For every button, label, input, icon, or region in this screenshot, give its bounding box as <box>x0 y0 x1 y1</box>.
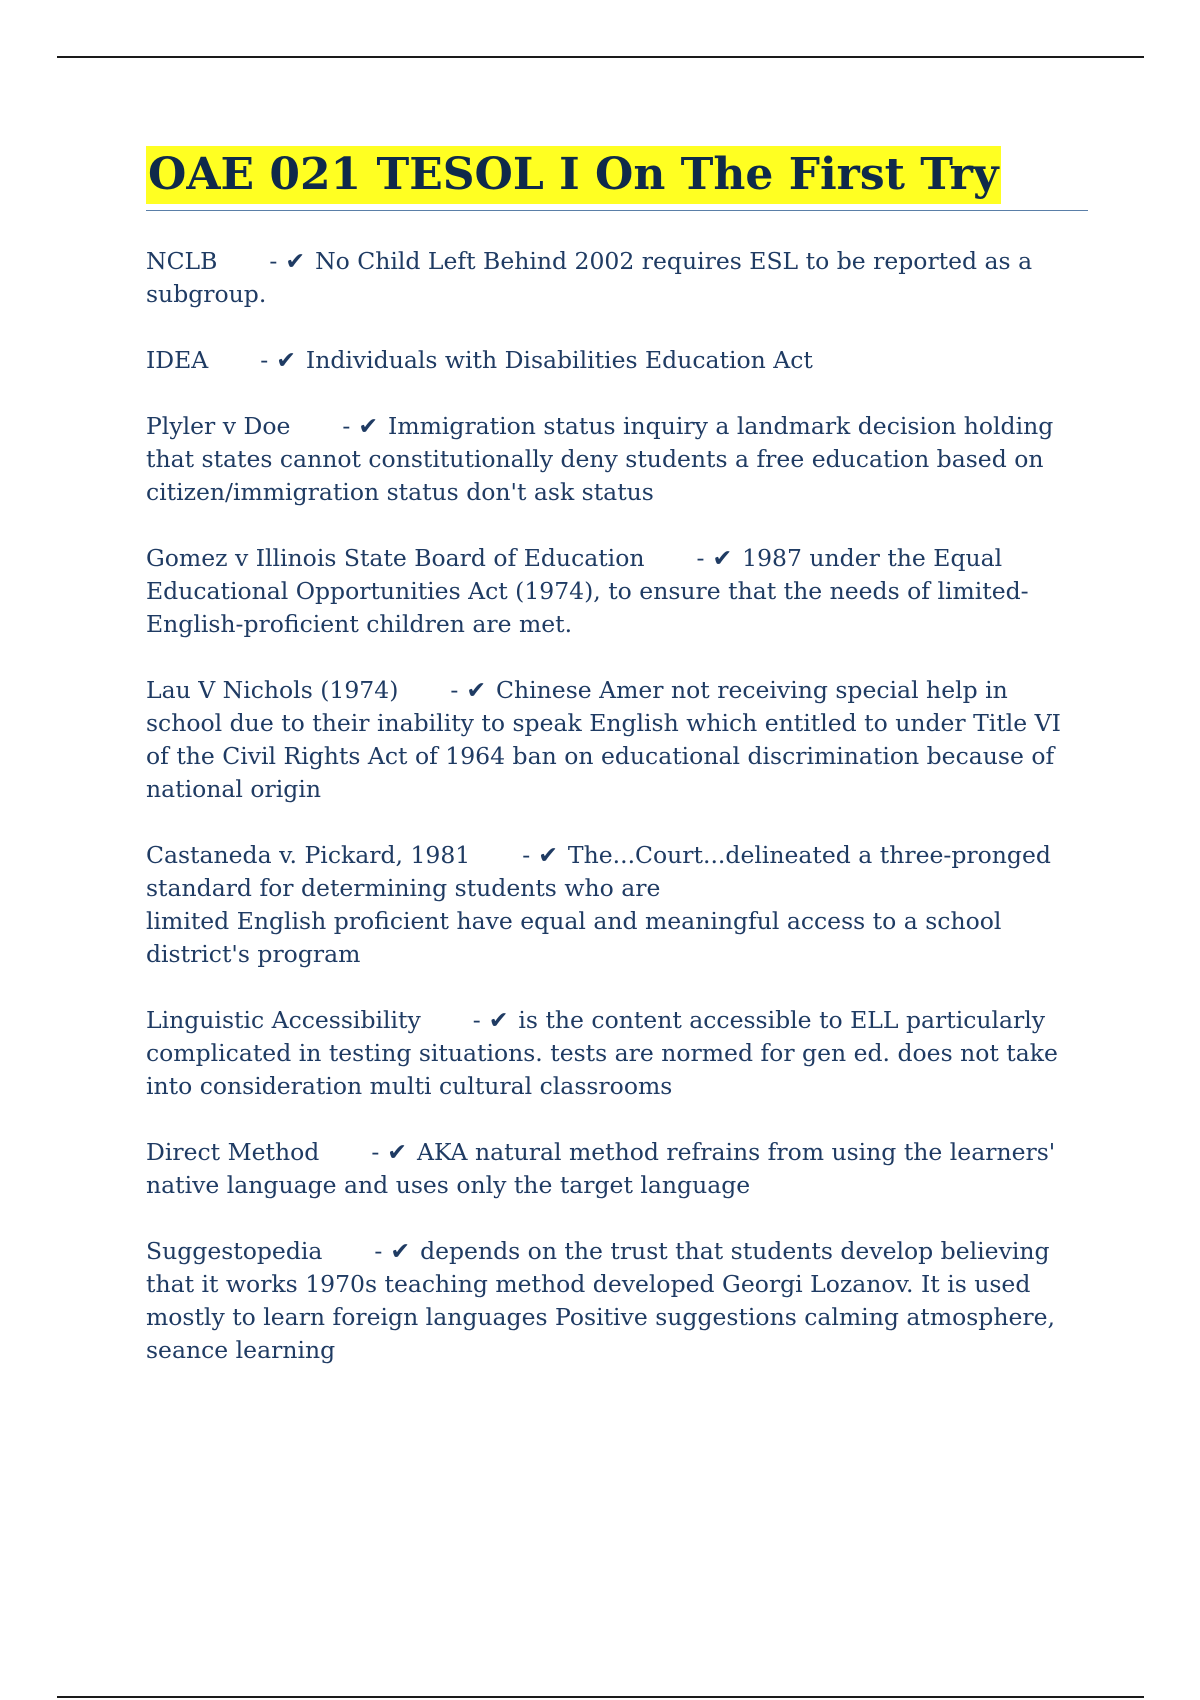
list-item <box>146 839 1088 971</box>
entry-separator: - <box>269 247 278 275</box>
list-item <box>146 1235 1088 1367</box>
top-rule <box>57 56 1144 58</box>
entry-definition: Immigration status inquiry a landmark decision holding that states cannot constitutionally deny students a free education based on citizen/immigration status don't ask status <box>146 412 1054 506</box>
entry-term: Plyler v Doe <box>146 412 291 440</box>
list-item <box>146 674 1088 806</box>
entry-definition: is the content accessible to ELL particularly complicated in testing situations. tests are normed for gen ed. does not take into consideration multi cultural classrooms <box>146 1006 1058 1100</box>
document-title: OAE 021 TESOL I On The First Try <box>146 146 1001 204</box>
entry-separator: - <box>374 1237 383 1265</box>
entry-separator: - <box>522 841 531 869</box>
entry-term: Direct Method <box>146 1138 320 1166</box>
entry-definition-continued: limited English proficient have equal and meaningful access to a school district's program <box>146 907 1002 968</box>
entry-term: NCLB <box>146 247 218 275</box>
list-item <box>146 542 1088 641</box>
entry-separator: - <box>342 412 351 440</box>
entry-term: IDEA <box>146 346 209 374</box>
check-icon: ✔ <box>712 544 733 572</box>
entry-term: Linguistic Accessibility <box>146 1006 421 1034</box>
entry-definition: AKA natural method refrains from using the learners' native language and uses only the target language <box>146 1138 1056 1199</box>
check-icon: ✔ <box>538 841 558 869</box>
entry-separator: - <box>260 346 269 374</box>
entry-definition: depends on the trust that students develop believing that it works 1970s teaching method developed Georgi Lozanov. It is used mostly to learn foreign languages Positive suggestions calming atmosphere, seance learning <box>146 1237 1056 1364</box>
entry-definition: No Child Left Behind 2002 requires ESL to be reported as a subgroup. <box>146 247 1033 308</box>
entry-list <box>146 245 1088 1367</box>
check-icon: ✔ <box>276 346 296 374</box>
check-icon: ✔ <box>488 1006 509 1034</box>
entry-separator: - <box>371 1138 380 1166</box>
entry-separator: - <box>472 1006 481 1034</box>
entry-separator: - <box>696 544 705 572</box>
entry-definition: 1987 under the Equal Educational Opportunities Act (1974), to ensure that the needs of limited-English-proficient children are met. <box>146 544 1029 638</box>
list-item <box>146 344 1088 377</box>
check-icon: ✔ <box>466 676 487 704</box>
entry-definition: Chinese Amer not receiving special help in school due to their inability to speak English which entitled to under Title VI of the Civil Rights Act of 1964 ban on educational discrimination because of national origin <box>146 676 1061 803</box>
title-block <box>146 146 1088 211</box>
list-item <box>146 1004 1088 1103</box>
check-icon: ✔ <box>358 412 379 440</box>
entry-definition: Individuals with Disabilities Education Act <box>305 346 813 374</box>
check-icon: ✔ <box>285 247 306 275</box>
check-icon: ✔ <box>387 1138 407 1166</box>
list-item <box>146 1136 1088 1202</box>
entry-term: Gomez v Illinois State Board of Education <box>146 544 645 572</box>
entry-separator: - <box>450 676 459 704</box>
entry-term: Lau V Nichols (1974) <box>146 676 399 704</box>
entry-definition: The...Court...delineated a three-pronged standard for determining students who are <box>146 841 1051 902</box>
list-item <box>146 410 1088 509</box>
list-item <box>146 245 1088 311</box>
entry-term: Suggestopedia <box>146 1237 323 1265</box>
document-body <box>146 146 1088 1400</box>
entry-term: Castaneda v. Pickard, 1981 <box>146 841 471 869</box>
bottom-rule <box>57 1696 1144 1698</box>
check-icon: ✔ <box>390 1237 411 1265</box>
